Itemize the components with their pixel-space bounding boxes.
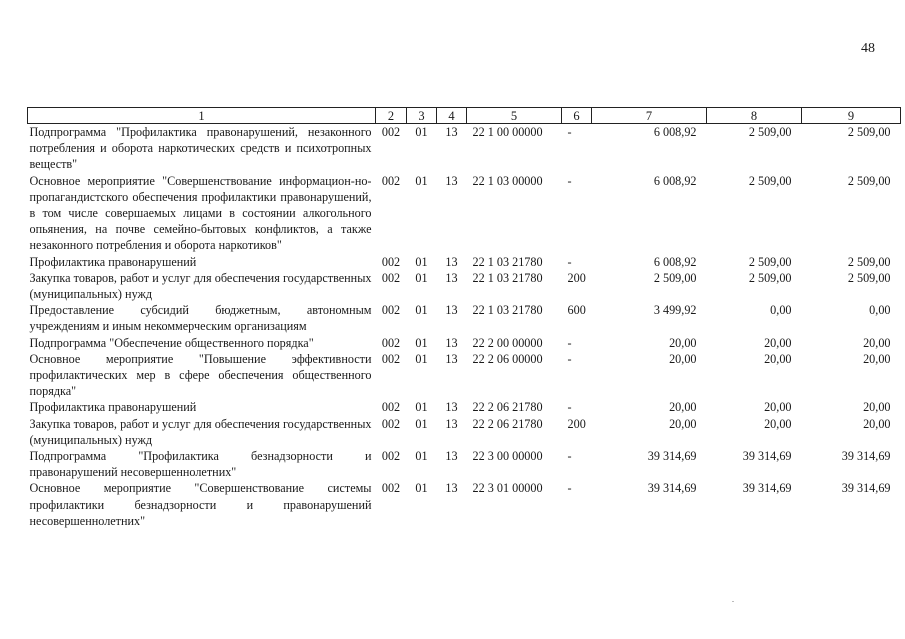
row-col5: 22 2 00 00000 [472,335,543,350]
table-row [28,416,901,448]
column-header: 9 [802,108,901,124]
row-col6: 600 [567,303,586,318]
row-col2: 002 [381,481,401,496]
row-col8: 39 314,69 [742,481,792,496]
row-col4: 13 [445,173,458,188]
row-col3: 01 [415,125,428,139]
row-col6: - [567,449,572,464]
row-col4: 13 [445,400,458,415]
row-col7: 20,00 [669,400,697,415]
table-row [28,448,901,480]
row-col5: 22 1 00 00000 [472,125,543,139]
row-col9: 2 509,00 [847,173,891,188]
row-col2: 002 [381,416,401,431]
row-col7: 6 008,92 [653,173,697,188]
row-col9: 20,00 [863,400,891,415]
column-header: 7 [592,108,707,124]
row-name: Профилактика правонарушений [29,254,197,269]
row-col8: 2 509,00 [748,254,792,269]
row-col6: - [567,400,572,415]
row-col5: 22 2 06 21780 [472,416,543,431]
table-row [28,335,901,351]
row-col4: 13 [445,335,458,350]
row-col5: 22 3 01 00000 [472,481,543,496]
row-col5: 22 1 03 21780 [472,270,543,285]
row-name: Основное мероприятие "Совершенствование информацион-но-пропагандистского обеспечения профилактики правонарушений, в том числе совершаемых лицами в состоянии алкогольного опьянения, на почве семейно-бытовых конфликтов, а также незаконного потребления и оборота наркотиков" [29,173,372,253]
table-row [28,351,901,400]
row-col4: 13 [445,351,458,366]
table-row [28,173,901,254]
row-col7: 6 008,92 [653,125,697,139]
row-col3: 01 [415,173,428,188]
page-number: 48 [861,41,875,56]
table-row [28,480,901,529]
row-col7: 3 499,92 [653,303,697,318]
row-col6: - [567,173,572,188]
row-col4: 13 [445,449,458,464]
row-col8: 2 509,00 [748,173,792,188]
row-col4: 13 [445,481,458,496]
row-col8: 20,00 [764,400,792,415]
column-header: 2 [376,108,407,124]
row-col7: 20,00 [669,351,697,366]
column-header: 6 [562,108,592,124]
row-col2: 002 [381,173,401,188]
row-col2: 002 [381,351,401,366]
row-col8: 20,00 [764,351,792,366]
row-col4: 13 [445,270,458,285]
row-col7: 6 008,92 [653,254,697,269]
row-col5: 22 1 03 21780 [472,303,543,318]
row-col9: 39 314,69 [841,449,891,464]
row-col3: 01 [415,481,428,496]
row-col9: 20,00 [863,335,891,350]
row-col4: 13 [445,416,458,431]
row-col2: 002 [381,335,401,350]
table-row [28,270,901,302]
row-col9: 39 314,69 [841,481,891,496]
row-col3: 01 [415,416,428,431]
row-col8: 39 314,69 [742,449,792,464]
row-col7: 39 314,69 [647,449,697,464]
row-col3: 01 [415,351,428,366]
row-col9: 2 509,00 [847,270,891,285]
row-col5: 22 3 00 00000 [472,449,543,464]
row-name: Подпрограмма "Обеспечение общественного порядка" [29,335,314,350]
row-name: Основное мероприятие "Повышение эффективности профилактических мер в сфере обеспечения общественного порядка" [29,351,372,399]
column-header: 8 [707,108,802,124]
row-col6: - [567,481,572,496]
row-col6: 200 [567,416,586,431]
row-col2: 002 [381,303,401,318]
row-col5: 22 1 03 00000 [472,173,543,188]
row-name: Предоставление субсидий бюджетным, автономным учреждениям и иным некоммерческим организациям [29,303,372,334]
row-name: Закупка товаров, работ и услуг для обеспечения государственных (муниципальных) нужд [29,416,372,447]
row-col3: 01 [415,400,428,415]
row-col9: 0,00 [869,303,891,318]
row-name: Основное мероприятие "Совершенствование системы профилактики безнадзорности и правонарушений несовершеннолетних" [29,481,372,528]
row-col6: - [567,254,572,269]
row-col7: 20,00 [669,335,697,350]
row-name: Подпрограмма "Профилактика правонарушений, незаконного потребления и оборота наркотических средств и психотропных веществ" [29,125,372,172]
table-body [28,124,901,530]
row-col6: - [567,351,572,366]
column-header: 4 [437,108,467,124]
row-col5: 22 2 06 21780 [472,400,543,415]
row-name: Закупка товаров, работ и услуг для обеспечения государственных (муниципальных) нужд [29,270,372,302]
scan-speck [732,601,734,602]
row-col3: 01 [415,254,428,269]
row-col8: 20,00 [764,335,792,350]
table-header [28,108,901,124]
column-header: 1 [28,108,376,124]
row-name: Профилактика правонарушений [29,400,197,415]
table-row [28,302,901,334]
row-col6: - [567,125,572,139]
row-col2: 002 [381,400,401,415]
row-col2: 002 [381,125,401,139]
row-col3: 01 [415,335,428,350]
header-row [28,108,901,124]
row-col8: 2 509,00 [748,270,792,285]
row-col7: 20,00 [669,416,697,431]
row-col2: 002 [381,449,401,464]
budget-table [27,107,901,529]
row-col2: 002 [381,270,401,285]
row-col8: 20,00 [764,416,792,431]
row-col6: 200 [567,270,586,285]
row-col6: - [567,335,572,350]
row-col3: 01 [415,270,428,285]
table-row [28,124,901,173]
row-col5: 22 2 06 00000 [472,351,543,366]
row-col3: 01 [415,449,428,464]
row-col3: 01 [415,303,428,318]
column-header: 5 [467,108,562,124]
table-row [28,254,901,270]
row-name: Подпрограмма "Профилактика безнадзорности и правонарушений несовершеннолетних" [29,449,372,480]
row-col8: 2 509,00 [748,125,792,139]
row-col2: 002 [381,254,401,269]
row-col9: 2 509,00 [847,254,891,269]
row-col8: 0,00 [770,303,792,318]
row-col9: 20,00 [863,351,891,366]
row-col4: 13 [445,254,458,269]
row-col9: 20,00 [863,416,891,431]
row-col7: 2 509,00 [653,270,697,285]
table-row [28,399,901,415]
row-col5: 22 1 03 21780 [472,254,543,269]
row-col7: 39 314,69 [647,481,697,496]
column-header: 3 [407,108,437,124]
row-col4: 13 [445,125,458,139]
row-col9: 2 509,00 [847,125,891,139]
row-col4: 13 [445,303,458,318]
